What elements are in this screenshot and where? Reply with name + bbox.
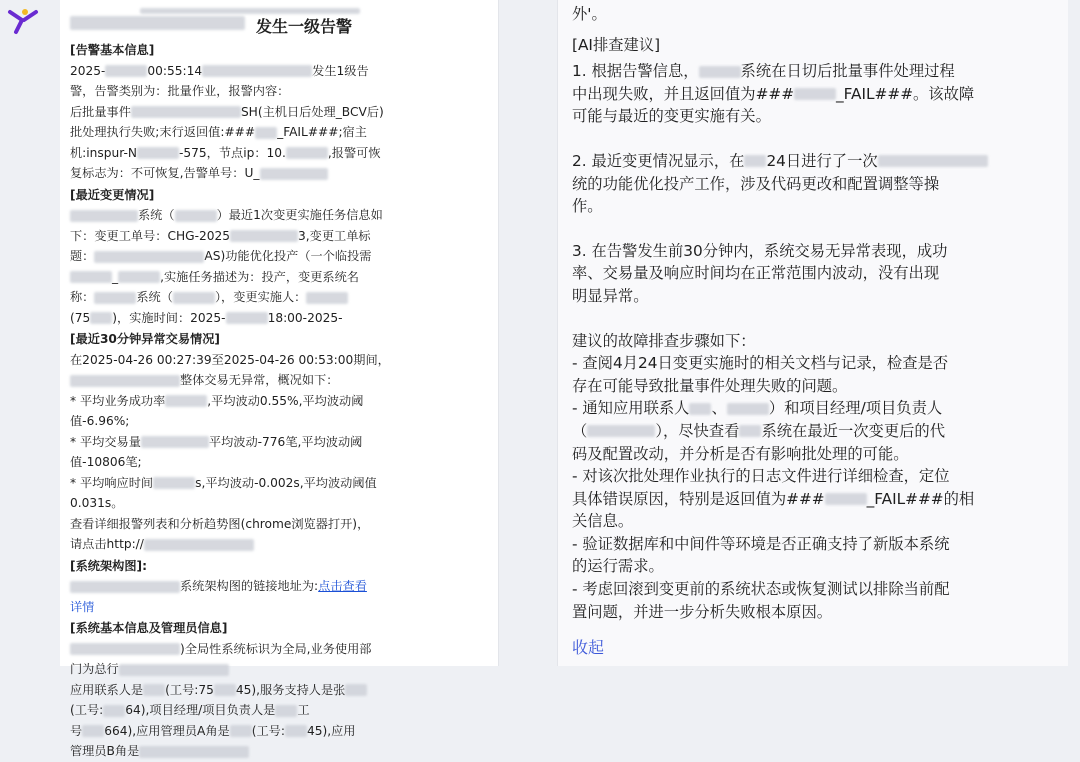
ai-advice-card [557,0,1068,666]
abnormal-line: 值-6.96%; [70,414,130,428]
basic-line: 机:inspur-N -575，节点ip：10. ,报警可恢 [70,145,381,160]
abnormal-line: 查看详细报警列表和分析趋势图(chrome浏览器打开)， [70,516,370,531]
change-line: 称： 系统（ ），变更实施人： [70,287,494,308]
advice-line: 作。 [572,197,603,216]
arch-link-details[interactable]: 详情 [70,599,95,614]
arch-line: 系统架构图的链接地址为:点击查看 [70,576,494,597]
change-line: 题： AS)功能优化投产（一个临投需 [70,249,372,263]
sysinfo-line: 门为总行 [70,659,494,680]
alert-title: 发生一级告警 [256,17,353,36]
abnormal-line: * 平均业务成功率 ,平均波动0.55%,平均波动阈 [70,393,364,408]
basic-line: 警，告警类别为：批量作业，报警内容： [70,84,290,98]
advice-step: - 考虑回滚到变更前的系统状态或恢复测试以排除当前配 [572,580,950,599]
section-heading-arch: [系统架构图]: [70,558,147,573]
basic-line: 复标志为：不可恢复,告警单号：U_ [70,163,494,184]
section-heading-sysinfo: [系统基本信息及管理员信息] [70,621,228,635]
abnormal-line: 请点击http:// [70,534,494,555]
advice-line: 统的功能优化投产工作，涉及代码更改和配置调整等操 [572,174,940,193]
change-line: (75 )，实施时间：2025- 18:00-2025- [70,310,343,325]
sysinfo-line: 应用联系人是 (工号:75 45),服务支持人是张 [70,680,494,701]
advice-step: - 查阅4月24日变更实施时的相关文档与记录，检查是否 [572,354,949,373]
advice-heading: [AI排查建议] [572,35,661,54]
redacted-header-strip [120,0,558,8]
sysinfo-line: 管理员B角是 [70,741,494,762]
ai-advice-content [572,3,1054,660]
abnormal-line: * 平均交易量 平均波动-776笔,平均波动阈 [70,434,363,449]
alert-content [70,40,494,762]
section-heading-abnormal: [最近30分钟异常交易情况] [70,332,220,346]
section-heading-change: [最近变更情况] [70,187,155,202]
basic-line: 2025- 00:55:14 发生1级告 [70,63,369,78]
advice-line: 外'。 [572,5,607,23]
sysinfo-line: )全局性系统标识为全局,业务使用部 [70,639,494,660]
abnormal-line: 在2025-04-26 00:27:39至2025-04-26 00:53:00期间， [70,352,390,367]
basic-line: 后批量事件 SH(主机日后处理_BCV后) [70,104,384,119]
advice-line: 率、交易量及响应时间均在正常范围内波动，没有出现 [572,264,940,283]
advice-line: 2. 最近变更情况显示，在 24日进行了一次 [572,150,1054,173]
abnormal-line: 值-10806笔; [70,455,142,469]
advice-step: （ ），尽快查看 系统在最近一次变更后的代 [572,421,946,440]
advice-step: 置问题，并进一步分析失败根本原因。 [572,602,833,621]
advice-step: - 验证数据库和中间件等环境是否正确支持了新版本系统 [572,534,950,553]
advice-step: 关信息。 [572,512,634,531]
change-line: 下：变更工单号：CHG-2025 3,变更工单标 [70,228,371,243]
advice-step: 码及配置改动，并分析是否有影响批处理的可能。 [572,444,909,463]
arch-link[interactable]: 点击查看 [318,579,367,593]
collapse-link[interactable]: 收起 [572,638,605,658]
advice-step: - 通知应用联系人 、 ）和项目经理/项目负责人 [572,399,943,418]
sysinfo-line: 号 664),应用管理员A角是 (工号: 45),应用 [70,723,356,738]
change-line: 系统（ ）最近1次变更实施任务信息如 [70,205,494,226]
sysinfo-line: (工号: 64),项目经理/项目负责人是 工 [70,703,310,717]
advice-line: 可能与最近的变更实施有关。 [572,107,771,126]
abnormal-line: * 平均响应时间 s,平均波动-0.002s,平均波动阈值 [70,475,377,490]
advice-step: 具体错误原因，特别是返回值为### _FAIL###的相 [572,489,975,508]
advice-step: 的运行需求。 [572,557,664,576]
alert-card [60,0,499,758]
change-line: _ ,实施任务描述为：投产，变更系统名 [70,267,494,288]
basic-line: 批处理执行失败;末行返回值:### _FAIL###;宿主 [70,125,367,139]
advice-line: 建议的故障排查步骤如下： [572,331,756,350]
advice-step: 存在可能导致批量事件处理失败的问题。 [572,376,848,395]
section-heading-basic: [告警基本信息] [70,43,155,57]
advice-line: 中出现失败，并且返回值为### _FAIL###。该故障 [572,84,975,103]
app-logo-icon[interactable] [6,6,42,36]
arch-line [70,597,494,618]
abnormal-line: 0.031s。 [70,496,124,510]
redacted-system-name [70,16,245,30]
abnormal-line: 整体交易无异常，概况如下： [70,370,494,391]
advice-line: 1. 根据告警信息， 系统在日切后批量事件处理过程 [572,62,955,81]
advice-line: 明显异常。 [572,286,649,305]
advice-line: 3. 在告警发生前30分钟内，系统交易无异常表现，成功 [572,241,948,260]
advice-step: - 对该次批处理作业执行的日志文件进行详细检查，定位 [572,467,950,486]
